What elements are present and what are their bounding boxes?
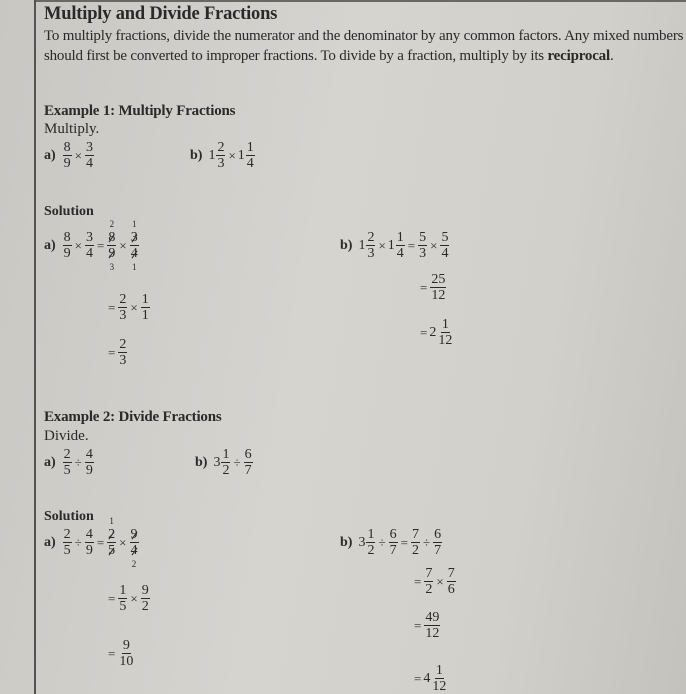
fraction: [85, 140, 94, 171]
fraction: [85, 447, 94, 478]
numerator: 7: [447, 566, 455, 581]
example1-heading: Example 1: Multiply Fractions: [44, 103, 236, 119]
numerator: 1: [435, 663, 443, 678]
operator: ×: [228, 147, 236, 163]
example1-problem-b: [190, 140, 256, 171]
numerator: 1: [441, 317, 449, 332]
fraction: [63, 447, 72, 478]
denominator: 2: [411, 543, 419, 558]
denominator: 9: [85, 543, 93, 558]
operator: =: [414, 573, 422, 589]
operator: ÷: [74, 534, 82, 550]
math-expression: [44, 219, 140, 272]
intro-bold-term: reciprocal: [547, 48, 610, 64]
fraction: [141, 292, 150, 323]
whole-number: 1: [387, 237, 395, 253]
reduced-numerator: 2: [109, 219, 115, 229]
denominator: 9: [63, 156, 71, 171]
operator: ×: [130, 299, 138, 315]
math-expression: [106, 337, 128, 368]
denominator: 2: [222, 463, 230, 478]
fraction: [141, 583, 150, 614]
math-expression: [418, 317, 454, 348]
numerator: 5: [419, 230, 427, 245]
denominator: 4: [130, 543, 138, 558]
operator: ×: [119, 237, 127, 253]
numerator: 6: [244, 447, 252, 462]
numerator: 49: [425, 610, 440, 625]
operator: ×: [74, 237, 83, 253]
fraction: [366, 230, 375, 261]
part-label: b): [190, 147, 203, 163]
operator: ×: [378, 237, 386, 253]
whole-number: 2: [429, 324, 437, 340]
fraction: [430, 272, 446, 303]
numerator: 9: [122, 638, 130, 653]
whole-number: 1: [358, 237, 366, 253]
numerator: 1: [222, 447, 230, 462]
fraction: [437, 317, 453, 348]
numerator: 4: [85, 447, 93, 462]
example1-solution-a-step2: [106, 292, 151, 323]
math-expression: [44, 140, 95, 171]
fraction: [85, 230, 94, 261]
operator: =: [97, 237, 105, 253]
part-label: b): [195, 454, 208, 470]
operator: =: [414, 617, 422, 633]
denominator: 3: [119, 308, 127, 323]
operator: ÷: [422, 534, 431, 550]
denominator: 4: [86, 156, 94, 171]
math-expression: [106, 292, 151, 323]
fraction: [424, 610, 440, 641]
whole-number: 3: [213, 454, 221, 470]
numerator: 1: [246, 140, 254, 155]
numerator: 2: [367, 230, 375, 245]
operator: =: [108, 344, 116, 360]
denominator: 2: [367, 543, 375, 558]
denominator: 9: [108, 246, 116, 261]
fraction: [418, 230, 427, 261]
example1-problem-a: [44, 140, 95, 171]
denominator: 9: [63, 246, 71, 261]
page-title: Multiply and Divide Fractions: [44, 4, 278, 24]
denominator: 2: [141, 599, 149, 614]
operator: =: [108, 645, 116, 661]
example1-instruction: Multiply.: [44, 121, 100, 137]
denominator: 5: [63, 543, 71, 558]
denominator: 1: [141, 308, 149, 323]
operator: =: [400, 534, 408, 550]
denominator: 5: [63, 463, 71, 478]
example1-solution-b-step3: [418, 317, 454, 348]
denominator: 7: [244, 463, 252, 478]
operator: ×: [119, 534, 127, 550]
cancelled-fraction: [107, 516, 116, 558]
fraction: [63, 230, 72, 261]
fraction: [118, 292, 127, 323]
denominator: 9: [85, 463, 93, 478]
fraction: [118, 638, 134, 669]
math-expression: [190, 140, 256, 171]
cancelled-fraction: [130, 527, 139, 569]
example1-solution-a-step1: [44, 219, 140, 272]
operator: ÷: [378, 534, 386, 550]
operator: =: [108, 590, 116, 606]
operator: ÷: [74, 454, 82, 470]
math-expression: [418, 272, 447, 303]
whole-number: 4: [423, 670, 431, 686]
part-label: a): [44, 147, 56, 163]
whole-number: 1: [208, 147, 216, 163]
whole-number: 1: [237, 147, 245, 163]
example2-solution-b-step2: [412, 566, 457, 597]
numerator: 1: [396, 230, 404, 245]
operator: =: [414, 670, 422, 686]
operator: =: [420, 324, 428, 340]
example2-problem-a: [44, 447, 95, 478]
example2-solution-a-step2: [106, 583, 151, 614]
math-expression: [412, 610, 441, 641]
denominator: 4: [441, 246, 449, 261]
denominator: 3: [119, 353, 127, 368]
reduced-denominator: 3: [109, 262, 115, 272]
example2-heading: Example 2: Divide Fractions: [44, 409, 222, 425]
example2-solution-b-step3: [412, 610, 441, 641]
denominator: 3: [367, 246, 375, 261]
numerator: 2: [108, 527, 116, 542]
fraction: [440, 230, 449, 261]
part-label: a): [44, 237, 56, 253]
numerator: 2: [217, 140, 225, 155]
fraction: [431, 663, 447, 694]
numerator: 3: [130, 230, 138, 245]
fraction: [246, 140, 255, 171]
denominator: 4: [130, 246, 138, 261]
fraction: [216, 140, 225, 171]
operator: =: [108, 299, 116, 315]
example1-solution-b-step1: [340, 230, 450, 261]
math-expression: [340, 230, 450, 261]
denominator: 12: [431, 288, 446, 303]
numerator: 1: [119, 583, 127, 598]
part-label: a): [44, 534, 56, 550]
fraction: [424, 566, 433, 597]
example2-solution-label: Solution: [44, 509, 94, 524]
fraction: [244, 447, 253, 478]
numerator: 7: [425, 566, 433, 581]
example2-instruction: Divide.: [44, 428, 89, 444]
fraction: [411, 527, 420, 558]
example2-solution-a-step3: [106, 638, 135, 669]
denominator: 12: [425, 626, 440, 641]
fraction: [389, 527, 398, 558]
denominator: 3: [217, 156, 225, 171]
fraction: [63, 140, 72, 171]
denominator: 4: [396, 246, 404, 261]
intro-end: .: [609, 48, 614, 64]
operator: ×: [74, 147, 83, 163]
numerator: 6: [434, 527, 442, 542]
numerator: 6: [389, 527, 397, 542]
math-expression: [412, 566, 457, 597]
numerator: 8: [63, 230, 71, 245]
denominator: 4: [246, 156, 254, 171]
operator: =: [407, 237, 416, 253]
box-left-border: [34, 0, 36, 694]
cancelled-fraction: [130, 219, 139, 272]
operator: =: [420, 279, 428, 295]
part-label: b): [340, 237, 353, 253]
reduced-denominator: 2: [131, 559, 137, 569]
fraction: [433, 527, 442, 558]
fraction: [447, 566, 456, 597]
fraction: [118, 583, 127, 614]
numerator: 1: [141, 292, 149, 307]
whole-number: 3: [358, 534, 366, 550]
numerator: 5: [441, 230, 449, 245]
numerator: 2: [63, 447, 71, 462]
part-label: b): [340, 534, 353, 550]
denominator: 12: [432, 679, 447, 694]
math-expression: [195, 447, 254, 478]
numerator: 25: [431, 272, 446, 287]
denominator: 5: [119, 599, 127, 614]
operator: =: [96, 534, 105, 550]
numerator: 7: [411, 527, 419, 542]
numerator: 4: [85, 527, 93, 542]
denominator: 12: [438, 333, 453, 348]
fraction: [118, 337, 127, 368]
operator: ×: [130, 590, 138, 606]
fraction: [221, 447, 230, 478]
denominator: 3: [419, 246, 427, 261]
numerator: 2: [119, 292, 127, 307]
numerator: 2: [119, 337, 127, 352]
numerator: 9: [141, 583, 149, 598]
operator: ÷: [233, 454, 241, 470]
intro-text: To multiply fractions, divide the numerator and the denominator by any common factors. Any mixed numbers should first be converted to improper fractions. To divide by a fraction, multiply by its: [44, 28, 684, 64]
reduced-numerator: 1: [131, 219, 137, 229]
denominator: 6: [447, 582, 455, 597]
denominator: 10: [119, 654, 134, 669]
math-expression: [412, 663, 448, 694]
intro-paragraph: [44, 26, 684, 66]
example2-solution-b-step1: [340, 527, 443, 558]
denominator: 4: [86, 246, 94, 261]
example1-solution-a-step3: [106, 337, 128, 368]
denominator: 2: [425, 582, 433, 597]
math-expression: [44, 447, 95, 478]
numerator: 2: [63, 527, 71, 542]
math-expression: [106, 638, 135, 669]
page-top-edge: [34, 0, 686, 2]
example1-solution-label: Solution: [44, 204, 94, 219]
numerator: 9: [130, 527, 138, 542]
example1-solution-b-step2: [418, 272, 447, 303]
operator: ×: [436, 573, 444, 589]
fraction: [366, 527, 375, 558]
denominator: 7: [434, 543, 442, 558]
numerator: 8: [63, 140, 71, 155]
numerator: 3: [86, 230, 94, 245]
fraction: [396, 230, 405, 261]
denominator: 7: [389, 543, 397, 558]
reduced-numerator: 1: [109, 516, 114, 526]
numerator: 1: [367, 527, 375, 542]
cancelled-fraction: [107, 219, 116, 272]
example2-problem-b: [195, 447, 254, 478]
reduced-denominator: 1: [131, 262, 137, 272]
part-label: a): [44, 454, 56, 470]
numerator: 8: [108, 230, 116, 245]
math-expression: [340, 527, 443, 558]
fraction: [85, 527, 94, 558]
denominator: 5: [108, 543, 116, 558]
math-expression: [106, 583, 151, 614]
example2-solution-b-step4: [412, 663, 448, 694]
numerator: 3: [86, 140, 94, 155]
fraction: [63, 527, 72, 558]
operator: ×: [430, 237, 438, 253]
